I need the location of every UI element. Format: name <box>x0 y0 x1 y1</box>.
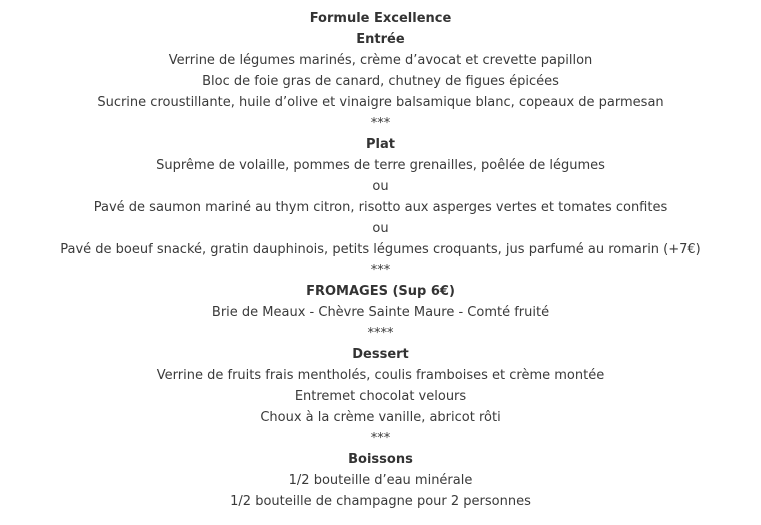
boissons-heading: Boissons <box>348 452 413 467</box>
menu-title: Formule Excellence <box>309 11 452 26</box>
separator: *** <box>370 263 391 278</box>
entree-heading: Entrée <box>356 32 405 47</box>
separator: **** <box>367 326 394 341</box>
dessert-item: Choux à la crème vanille, abricot rôti <box>260 410 501 425</box>
dessert-item: Entremet chocolat velours <box>294 389 467 404</box>
plat-or: ou <box>372 179 389 194</box>
dessert-item: Verrine de fruits frais mentholés, coulis framboises et crème montée <box>156 368 605 383</box>
boissons-item: 1/2 bouteille d’eau minérale <box>288 473 473 488</box>
plat-or: ou <box>372 221 389 236</box>
plat-item: Pavé de boeuf snacké, gratin dauphinois, petits légumes croquants, jus parfumé au romarin (+7€) <box>60 242 701 257</box>
plat-item: Pavé de saumon mariné au thym citron, risotto aux asperges vertes et tomates confites <box>93 200 668 215</box>
entree-item: Sucrine croustillante, huile d’olive et vinaigre balsamique blanc, copeaux de parmesan <box>97 95 664 110</box>
dessert-heading: Dessert <box>352 347 409 362</box>
boissons-item: 1/2 bouteille de champagne pour 2 personnes <box>230 494 531 509</box>
entree-item: Bloc de foie gras de canard, chutney de figues épicées <box>202 74 559 89</box>
fromages-item: Brie de Meaux - Chèvre Sainte Maure - Comté fruité <box>211 305 550 320</box>
fromages-heading: FROMAGES (Sup 6€) <box>306 284 455 299</box>
entree-item: Verrine de légumes marinés, crème d’avocat et crevette papillon <box>168 53 593 68</box>
separator: *** <box>370 116 391 131</box>
plat-heading: Plat <box>366 137 395 152</box>
separator: *** <box>370 431 391 446</box>
plat-item: Suprême de volaille, pommes de terre grenailles, poêlée de légumes <box>156 158 605 173</box>
